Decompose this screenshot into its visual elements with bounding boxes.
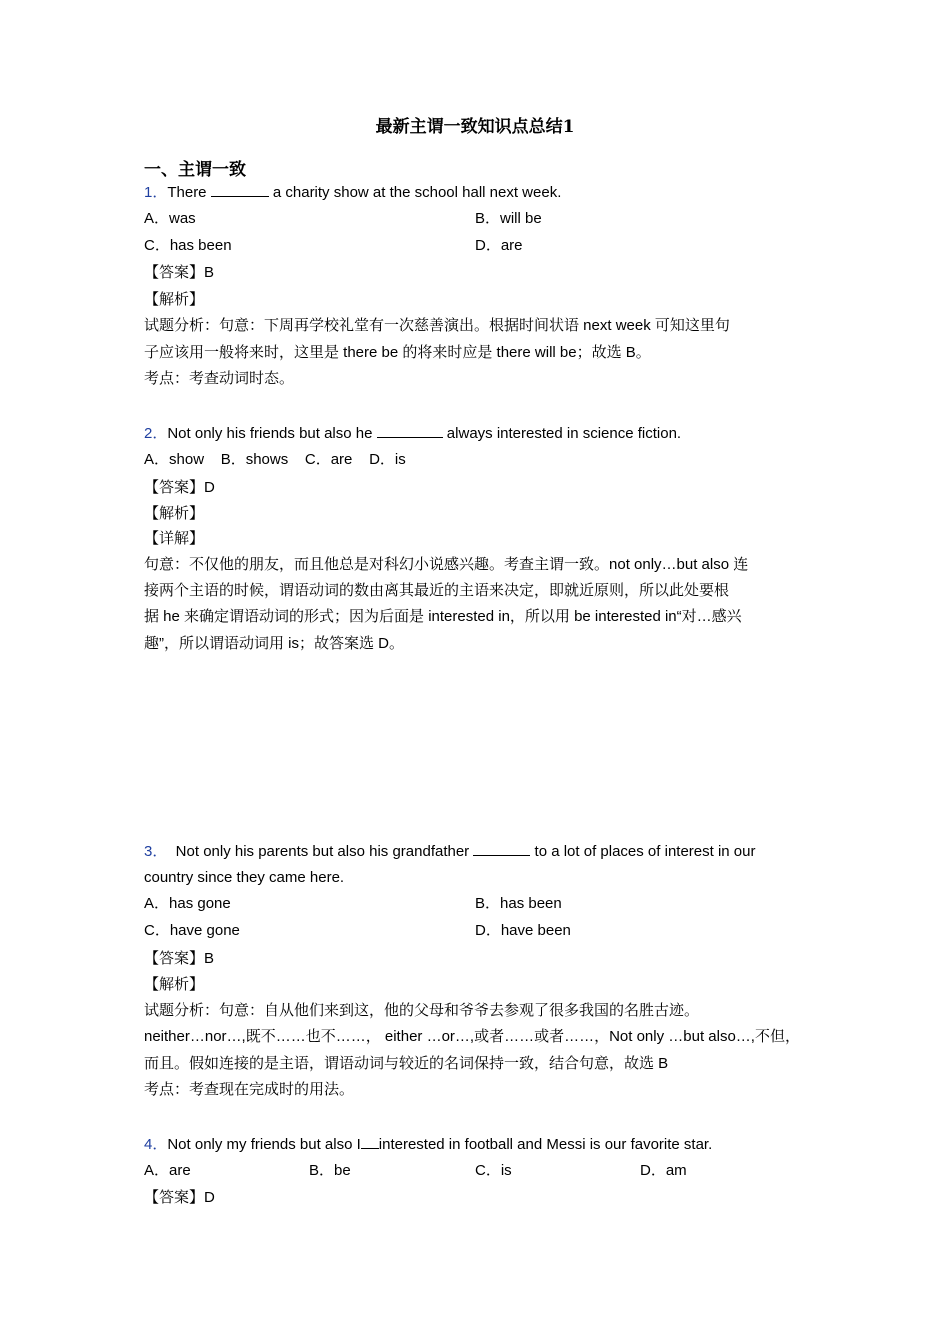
- question-2-answer: 【答案】D: [144, 479, 215, 496]
- question-1-option-d: D．are: [475, 237, 523, 254]
- question-2-stem-before: Not only his friends but also he: [167, 425, 377, 442]
- question-2-stem-after: always interested in science fiction.: [442, 425, 682, 442]
- question-4-option-c: C．is: [475, 1162, 512, 1179]
- question-4-answer: 【答案】D: [144, 1189, 215, 1206]
- question-3-answer: 【答案】B: [144, 950, 215, 967]
- question-2-detail-line: 据 he 来确定谓语动词的形式；因为后面是 interested in，所以用 be interested in“对…感兴: [144, 608, 742, 625]
- question-3-option-b: B．has been: [475, 895, 562, 912]
- question-1-stem: [144, 182, 561, 203]
- question-3-option-c: C．have gone: [144, 922, 240, 939]
- question-2-detail-line: 趣”，所以谓语动词用 is；故答案选 D。: [144, 635, 404, 652]
- question-1-analysis-line: 子应该用一般将来时，这里是 there be 的将来时应是 there will be；故选 B。: [144, 344, 651, 361]
- question-4-option-b: B．be: [309, 1162, 351, 1179]
- question-3-option-a: A．has gone: [144, 895, 231, 912]
- question-1-option-a: A．was: [144, 210, 196, 227]
- question-3-stem-after: to a lot of places of interest in our: [530, 843, 756, 860]
- question-3-blank: [473, 841, 530, 856]
- question-2-number: 2．: [144, 425, 168, 442]
- question-3-analysis-line: 考点：考查现在完成时的用法。: [144, 1081, 355, 1098]
- question-1-option-c: C．has been: [144, 237, 232, 254]
- question-2-blank: [377, 423, 443, 438]
- question-3-stem-before: Not only his parents but also his grandfather: [167, 843, 474, 860]
- question-3-option-d: D．have been: [475, 922, 571, 939]
- question-1-analysis-line: 考点：考查动词时态。: [144, 370, 295, 387]
- question-2-stem: [144, 423, 681, 444]
- page-title: 最新主谓一致知识点总结1: [375, 117, 575, 137]
- question-2-detail-line: 句意：不仅他的朋友，而且他总是对科幻小说感兴趣。考查主谓一致。not only…but also 连: [144, 556, 749, 573]
- question-4-stem-after: interested in football and Messi is our favorite star.: [378, 1136, 713, 1153]
- question-1-stem-after: a charity show at the school hall next week.: [268, 184, 562, 201]
- question-4-stem-before: Not only my friends but also I: [167, 1136, 361, 1153]
- question-2-detail-line: 接两个主语的时候，谓语动词的数由离其最近的主语来决定，即就近原则，所以此处要根: [144, 582, 730, 599]
- question-2-detail-label: 【详解】: [144, 530, 205, 547]
- question-4-option-a: A．are: [144, 1162, 191, 1179]
- question-1-option-b: B．will be: [475, 210, 542, 227]
- question-3-analysis-line: 而且。假如连接的是主语，谓语动词与较近的名词保持一致，结合句意，故选 B: [144, 1055, 669, 1072]
- question-1-analysis-line: 试题分析：句意：下周再学校礼堂有一次慈善演出。根据时间状语 next week 可知这里句: [144, 317, 730, 334]
- question-2-options: A．show B．shows C．are D．is: [144, 451, 406, 468]
- question-3-stem: [144, 841, 755, 862]
- question-3-stem-line-2: country since they came here.: [144, 869, 345, 886]
- question-4-option-d: D．am: [640, 1162, 687, 1179]
- question-4-stem: [144, 1134, 712, 1155]
- question-3-number: 3．: [144, 843, 168, 860]
- section-heading: 一、主谓一致: [144, 160, 246, 180]
- question-1-analysis-label: 【解析】: [144, 291, 205, 308]
- question-3-analysis-line: neither…nor…,既不……也不……， either …or…,或者……或者……，Not only …but also…,不但，: [144, 1028, 800, 1045]
- question-1-stem-before: There: [167, 184, 211, 201]
- question-3-analysis-label: 【解析】: [144, 976, 205, 993]
- question-1-number: 1．: [144, 184, 168, 201]
- question-1-answer: 【答案】B: [144, 264, 215, 281]
- question-4-number: 4．: [144, 1136, 168, 1153]
- question-2-analysis-label: 【解析】: [144, 505, 205, 522]
- question-4-blank: [361, 1134, 379, 1149]
- question-3-analysis-line: 试题分析：句意：自从他们来到这，他的父母和爷爷去参观了很多我国的名胜古迹。: [144, 1002, 700, 1019]
- question-1-blank: [211, 182, 269, 197]
